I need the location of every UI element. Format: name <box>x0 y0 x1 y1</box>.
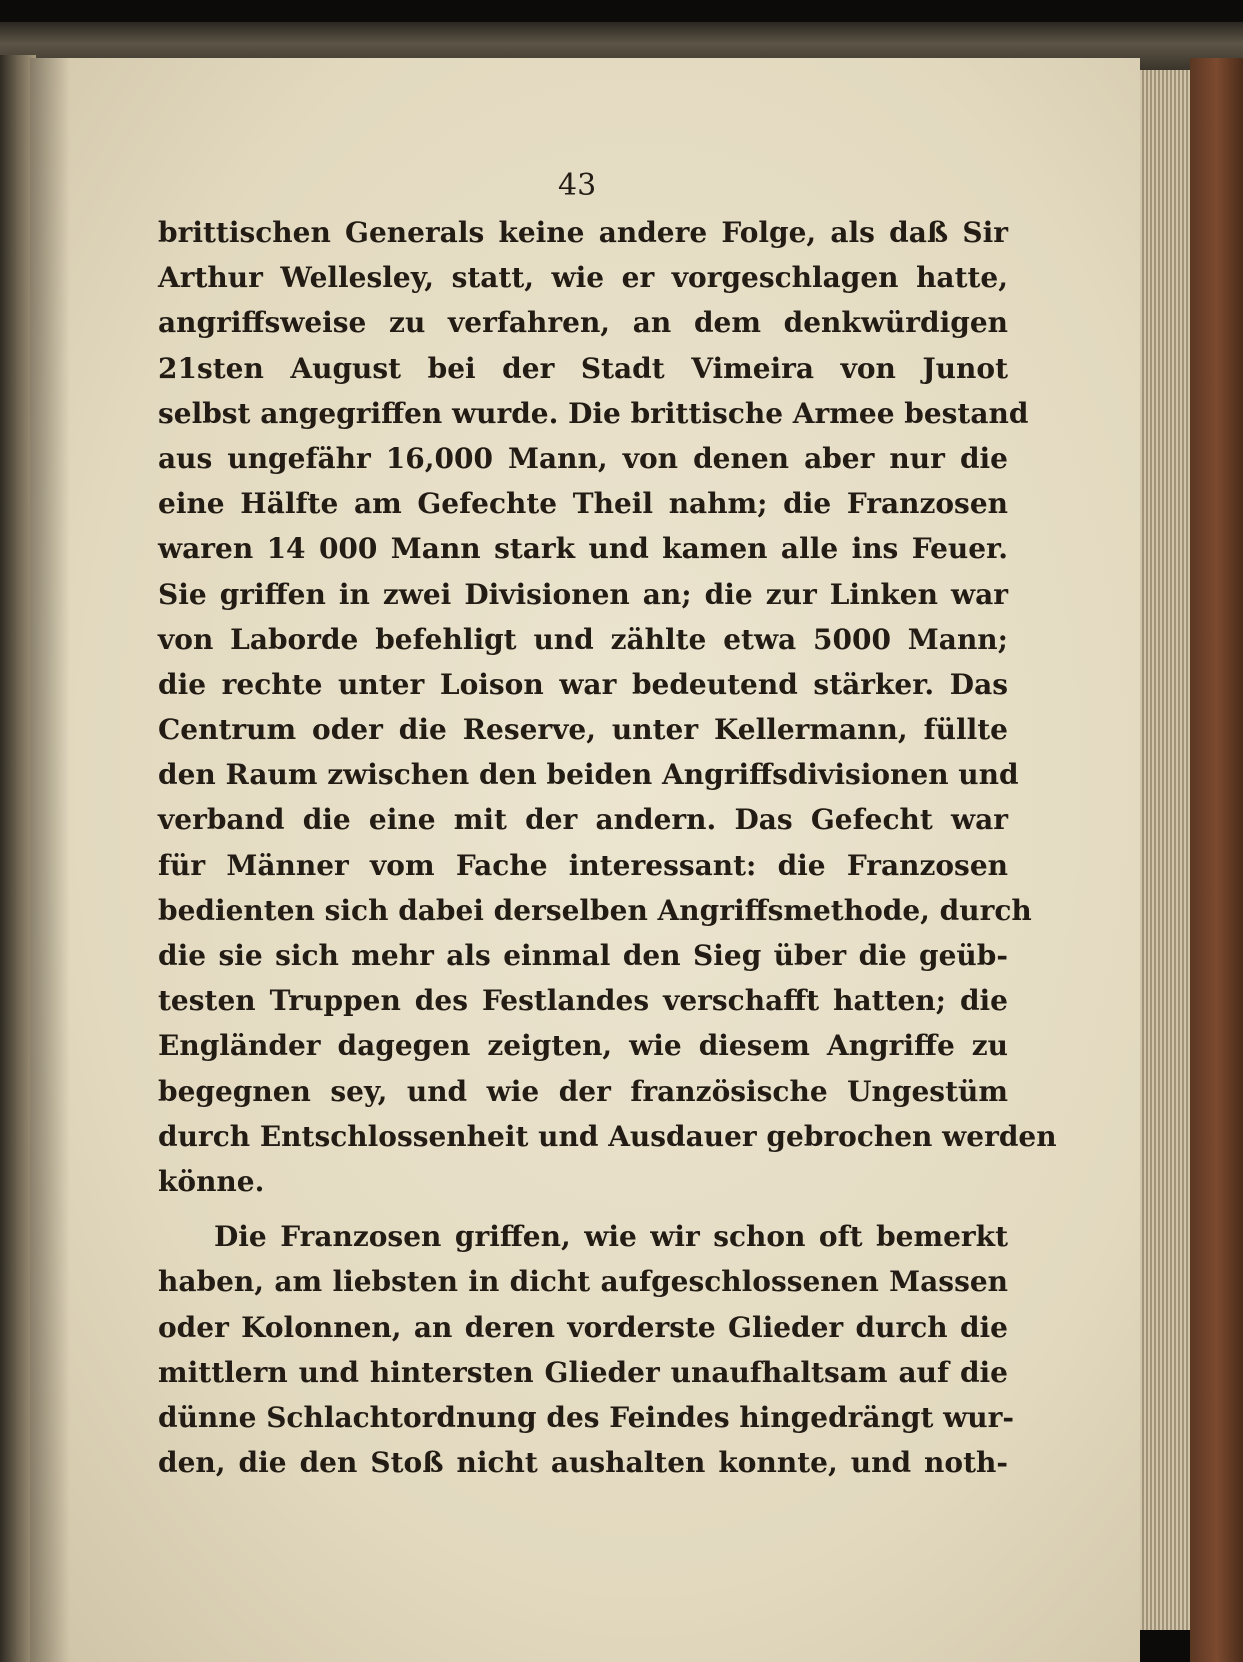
text-line: haben, am liebsten in dicht aufgeschlossenen Massen <box>158 1265 1008 1299</box>
text-line: Sie griffen in zwei Divisionen an; die zur Linken war <box>158 577 1008 611</box>
gutter-shadow <box>30 58 70 1662</box>
book-cover-edge <box>1190 58 1243 1662</box>
text-line: für Männer vom Fache interessant: die Franzosen <box>158 848 1008 882</box>
text-line: die rechte unter Loison war bedeutend stärker. Das <box>158 667 1008 701</box>
page-number: 43 <box>558 168 597 203</box>
text-line: den, die den Stoß nicht aushalten konnte, und noth- <box>158 1446 1008 1480</box>
text-line: dünne Schlachtordnung des Feindes hingedrängt wur- <box>158 1400 1014 1434</box>
text-line: könne. <box>158 1164 265 1198</box>
text-line: verband die eine mit der andern. Das Gefecht war <box>158 803 1008 837</box>
text-line: begegnen sey, und wie der französische Ungestüm <box>158 1074 1008 1108</box>
text-line: durch Entschlossenheit und Ausdauer gebrochen werden <box>158 1119 1057 1153</box>
text-line: bedienten sich dabei derselben Angriffsmethode, durch <box>158 893 1032 927</box>
text-line: Engländer dagegen zeigten, wie diesem Angriffe zu <box>158 1029 1008 1063</box>
text-line: den Raum zwischen den beiden Angriffsdivisionen und <box>158 758 1019 792</box>
text-line: brittischen Generals keine andere Folge, als daß Sir <box>158 216 1008 249</box>
text-line: waren 14 000 Mann stark und kamen alle ins Feuer. <box>158 532 1008 566</box>
text-line: selbst angegriffen wurde. Die brittische Armee bestand <box>158 396 1029 430</box>
text-line: die sie sich mehr als einmal den Sieg über die geüb- <box>158 939 1008 972</box>
text-line: 21sten August bei der Stadt Vimeira von Junot <box>158 351 1008 385</box>
text-line: eine Hälfte am Gefechte Theil nahm; die Franzosen <box>158 487 1008 521</box>
text-line: angriffsweise zu verfahren, an dem denkwürdigen <box>158 306 1008 340</box>
text-line: mittlern und hintersten Glieder unaufhaltsam auf die <box>158 1355 1008 1389</box>
text-body <box>158 210 1057 1485</box>
text-line: testen Truppen des Festlandes verschafft hatten; die <box>158 984 1008 1018</box>
text-line: aus ungefähr 16,000 Mann, von denen aber nur die <box>158 441 1008 475</box>
text-line: von Laborde befehligt und zählte etwa 5000 Mann; <box>158 622 1008 656</box>
book-page <box>30 58 1140 1662</box>
text-line: oder Kolonnen, an deren vorderste Glieder durch die <box>158 1310 1008 1344</box>
text-line: Centrum oder die Reserve, unter Kellermann, füllte <box>158 713 1008 747</box>
text-line: Arthur Wellesley, statt, wie er vorgeschlagen hatte, <box>158 261 1008 295</box>
text-line: Die Franzosen griffen, wie wir schon oft bemerkt <box>214 1220 1008 1254</box>
